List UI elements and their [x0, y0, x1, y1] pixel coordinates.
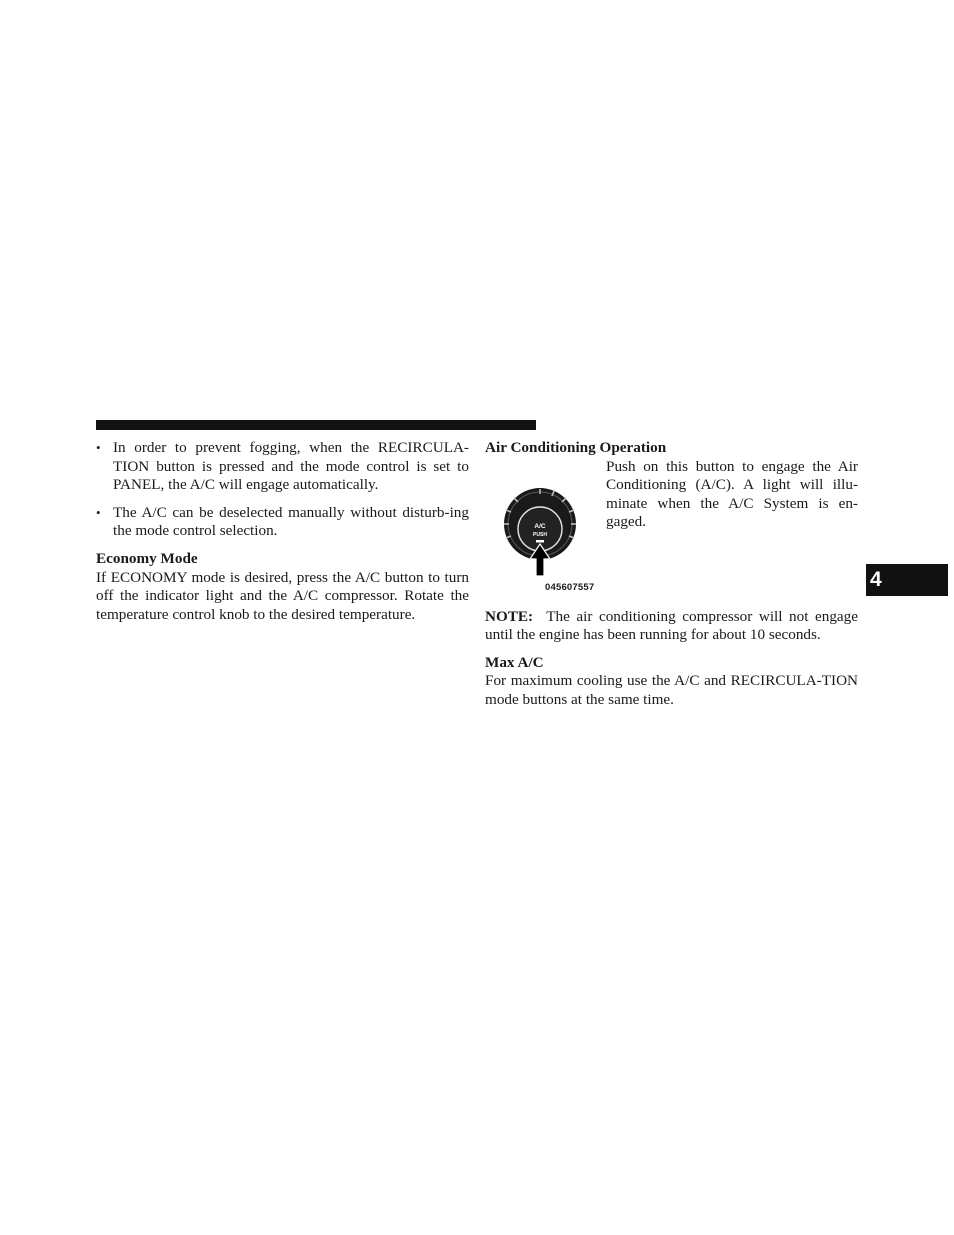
- economy-mode-heading: Economy Mode: [96, 549, 198, 567]
- note-text: The air conditioning compressor will not engage until the engine has been running for about 10 seconds.: [485, 607, 858, 644]
- ac-knob-illustration: [485, 458, 605, 578]
- knob-label-push: PUSH: [533, 531, 547, 538]
- note-label: NOTE:: [485, 607, 534, 625]
- header-rule: [96, 420, 536, 430]
- chapter-tab: 4: [866, 564, 948, 596]
- ac-operation-text: Push on this button to engage the Air Conditioning (A/C). A light will illu-minate when the A/C System is en-gaged.: [606, 457, 858, 531]
- figure-code: 045607557: [545, 581, 595, 593]
- economy-mode-text: If ECONOMY mode is desired, press the A/C button to turn off the indicator light and the A/C compressor. Rotate the temperature control knob to the desired temperature.: [96, 568, 469, 623]
- bullet-item: • The A/C can be deselected manually without disturb-ing the mode control selection.: [96, 504, 469, 541]
- max-ac-heading: Max A/C: [485, 653, 544, 671]
- ac-button-figure: [485, 458, 605, 596]
- max-ac-text: For maximum cooling use the A/C and RECIRCULA-TION mode buttons at the same time.: [485, 672, 858, 708]
- ac-operation-heading: Air Conditioning Operation: [485, 439, 667, 456]
- ac-figure-row: [485, 458, 858, 598]
- bullet-list: [96, 439, 469, 541]
- left-column: [96, 439, 469, 624]
- bullet-item: • In order to prevent fogging, when the RECIRCULA-TION button is pressed and the mode control is set to PANEL, the A/C will engage automatically.: [96, 439, 469, 495]
- right-column: [485, 439, 858, 710]
- knob-label-ac: A/C: [534, 522, 546, 530]
- note: [485, 608, 858, 645]
